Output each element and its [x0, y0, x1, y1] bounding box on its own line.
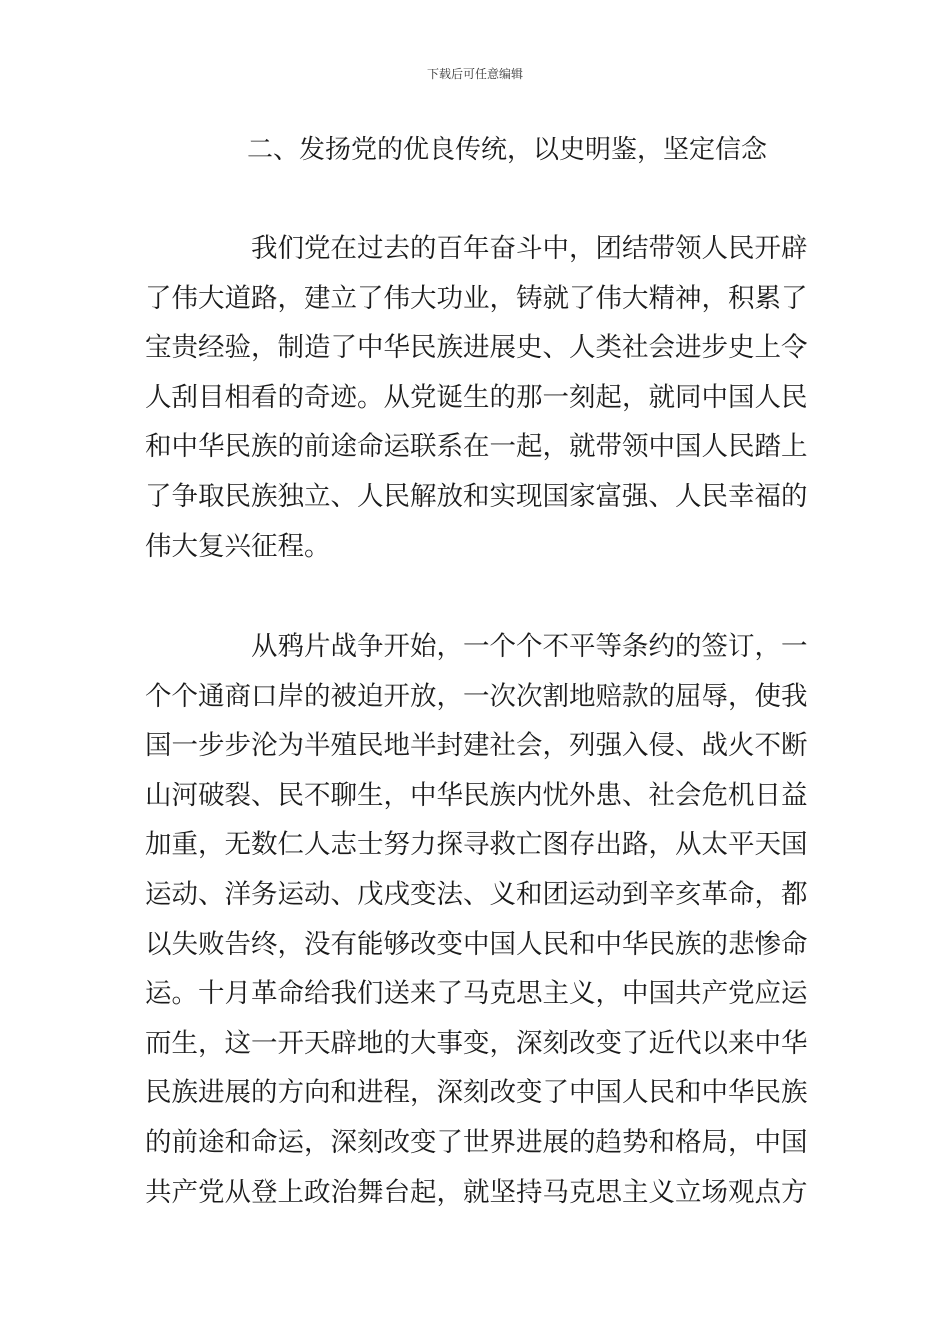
paragraph-2: [145, 622, 807, 1217]
paragraph-line: 从鸦片战争开始，一个个不平等条约的签订，一: [251, 631, 807, 662]
paragraph-line: 共产党从登上政治舞台起，就坚持马克思主义立场观点方: [145, 1176, 807, 1208]
page-header-note: 下载后可任意编辑: [426, 67, 523, 81]
paragraph-line: 和中华民族的前途命运联系在一起，就带领中国人民踏上: [145, 431, 807, 463]
paragraph-line: 山河破裂、民不聊生，中华民族内忧外患、社会危机日益: [145, 779, 807, 811]
paragraph-line: 以失败告终，没有能够改变中国人民和中华民族的悲惨命: [145, 928, 807, 960]
paragraph-line: 人刮目相看的奇迹。从党诞生的那一刻起，就同中国人民: [145, 381, 807, 413]
paragraph-line: 个个通商口岸的被迫开放，一次次割地赔款的屈辱，使我: [145, 680, 807, 712]
paragraph-line: 而生，这一开天辟地的大事变，深刻改变了近代以来中华: [145, 1027, 807, 1059]
section-title: 二、发扬党的优良传统，以史明鉴，坚定信念: [247, 135, 768, 165]
paragraph-line: 民族进展的方向和进程，深刻改变了中国人民和中华民族: [145, 1077, 807, 1109]
paragraph-line: 的前途和命运，深刻改变了世界进展的趋势和格局，中国: [145, 1126, 807, 1158]
paragraph-line: 了伟大道路，建立了伟大功业，铸就了伟大精神，积累了: [145, 282, 807, 314]
paragraph-line: 加重，无数仁人志士努力探寻救亡图存出路，从太平天国: [145, 829, 807, 861]
paragraph-line: 宝贵经验，制造了中华民族进展史、人类社会进步史上令: [145, 332, 807, 364]
paragraph-line: 我们党在过去的百年奋斗中，团结带领人民开辟: [251, 233, 807, 264]
paragraph-line: 了争取民族独立、人民解放和实现国家富强、人民幸福的: [145, 480, 807, 512]
paragraph-line: 国一步步沦为半殖民地半封建社会，列强入侵、战火不断: [145, 730, 807, 762]
paragraph-line: 运动、洋务运动、戊戌变法、义和团运动到辛亥革命，都: [145, 878, 807, 910]
paragraph-1: [145, 224, 807, 571]
paragraph-line: 伟大复兴征程。: [145, 530, 331, 562]
paragraph-line: 运。十月革命给我们送来了马克思主义，中国共产党应运: [145, 978, 807, 1010]
